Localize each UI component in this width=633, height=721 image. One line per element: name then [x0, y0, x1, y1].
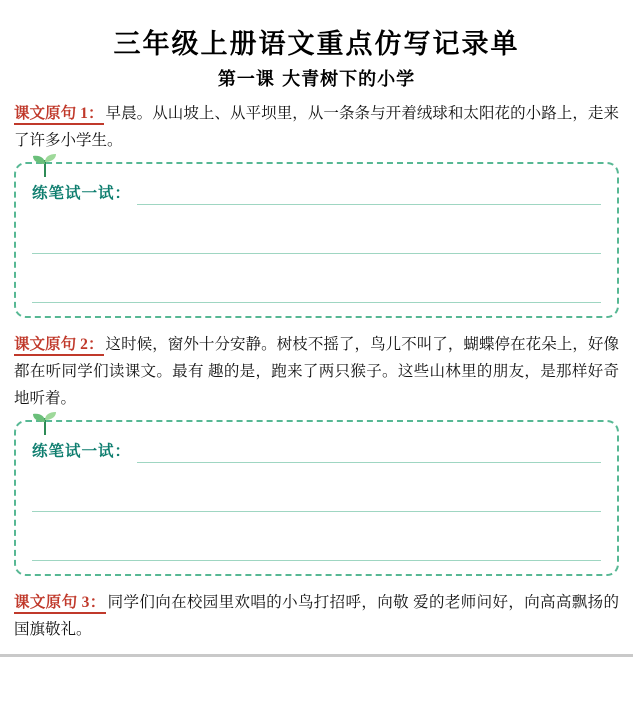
lesson-title: 第一课 大青树下的小学	[217, 69, 416, 90]
passage-2-text: 这时候，窗外十分安静。树枝不摇了，鸟儿不叫了，蝴蝶停在花朵上，好像都在听同学们读课文。最有 趣的是，跑来了两只猴子。这些山林里的朋友，是那样好奇地听着。	[14, 336, 619, 407]
passage-3	[14, 590, 619, 643]
page-divider	[0, 654, 633, 657]
sprout-icon	[30, 410, 60, 436]
write-line[interactable]	[32, 485, 601, 512]
passage-3-label: 课文原句 3：	[14, 594, 106, 614]
passage-2-label: 课文原句 2：	[14, 336, 104, 356]
passage-3-text: 同学们向在校园里欢唱的小鸟打招呼，向敬 爱的老师问好，向高高飘扬的国旗敬礼。	[14, 594, 619, 638]
write-line[interactable]	[137, 178, 601, 205]
write-line[interactable]	[32, 227, 601, 254]
practice-box-1[interactable]	[14, 162, 619, 318]
practice-label-2: 练笔试一试：	[32, 443, 132, 461]
passage-2	[14, 332, 619, 412]
practice-box-2[interactable]	[14, 420, 619, 576]
write-line[interactable]	[32, 534, 601, 561]
passage-1	[14, 101, 619, 154]
worksheet-page	[0, 22, 633, 721]
write-line[interactable]	[32, 276, 601, 303]
sprout-icon	[30, 152, 60, 178]
practice-label-1: 练笔试一试：	[32, 185, 132, 203]
passage-1-label: 课文原句 1：	[14, 105, 104, 125]
passage-1-text: 早晨。从山坡上、从平坝里，从一条条与开着绒球和太阳花的小路上，走来了许多小学生。	[14, 105, 619, 149]
page-title: 三年级上册语文重点仿写记录单	[113, 29, 520, 60]
write-line[interactable]	[137, 436, 601, 463]
